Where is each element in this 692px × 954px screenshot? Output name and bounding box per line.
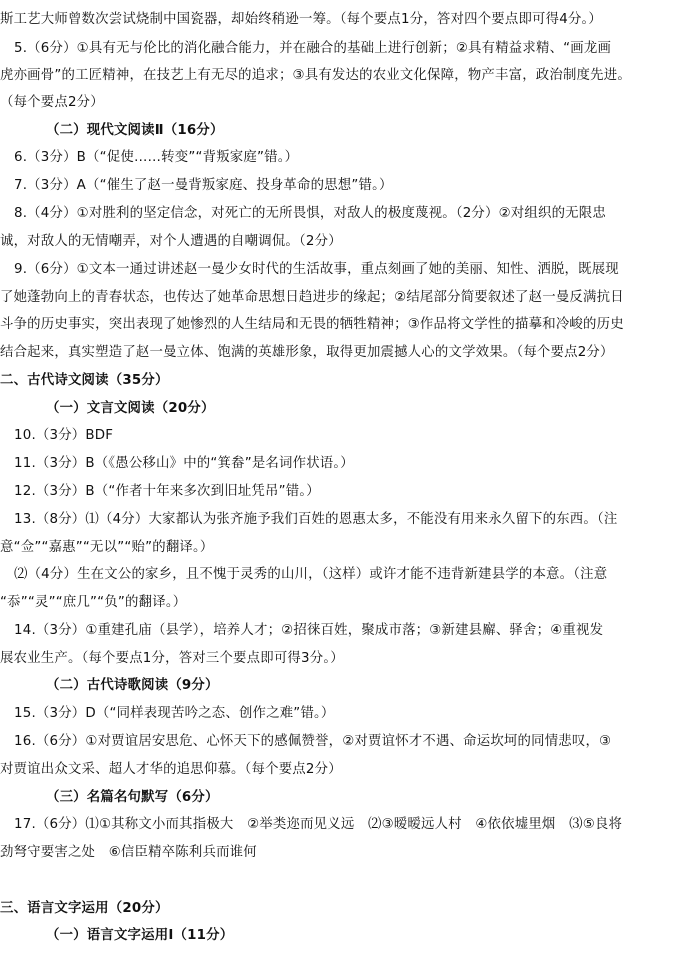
text-line: 14.（3分）①重建孔庙（县学），培养人才；②招徕百姓，聚成市落；③新建县廨、驿舍；④重视发 [14, 623, 604, 638]
section-heading: 三、语言文字运用（20分） [0, 901, 169, 916]
section-heading: （一）文言文阅读（20分） [46, 401, 215, 416]
section-heading: （二）现代文阅读Ⅱ（16分） [46, 123, 224, 138]
text-line: 9.（6分）①文本一通过讲述赵一曼少女时代的生活故事，重点刻画了她的美丽、知性、洒脱，既展现 [14, 262, 619, 277]
section-heading: （二）古代诗歌阅读（9分） [46, 678, 219, 693]
text-line: 结合起来，真实塑造了赵一曼立体、饱满的英雄形象，取得更加震撼人心的文学效果。（每个要点2分） [0, 345, 614, 360]
text-line: 17.（6分）⑴①其称文小而其指极大 ②举类迩而见义远 ⑵③暧暧远人村 ④依依墟里烟 ⑶⑤良将 [14, 817, 623, 832]
text-line: 10.（3分）BDF [14, 428, 114, 443]
text-line: 斯工艺大师曾数次尝试烧制中国瓷器，却始终稍逊一筹。（每个要点1分，答对四个要点即可得4分。） [0, 12, 603, 27]
text-line: 意“佥”“嘉惠”“无以”“贻”的翻译。） [0, 540, 214, 555]
text-line: 7.（3分）A（“催生了赵一曼背叛家庭、投身革命的思想”错。） [14, 178, 393, 193]
text-line: 13.（8分）⑴（4分）大家都认为张齐施予我们百姓的恩惠太多，不能没有用来永久留下的东西。（注 [14, 512, 618, 527]
section-heading: 二、古代诗文阅读（35分） [0, 373, 169, 388]
text-line: 5.（6分）①具有无与伦比的消化融合能力，并在融合的基础上进行创新；②具有精益求精、“画龙画 [14, 41, 612, 56]
text-line: “忝”“灵”“庶几”“负”的翻译。） [0, 595, 187, 610]
text-line: 12.（3分）B（“作者十年来多次到旧址凭吊”错。） [14, 484, 320, 499]
text-line: 虎亦画骨”的工匠精神，在技艺上有无尽的追求；③具有发达的农业文化保障，物产丰富，政治制度先进。 [0, 68, 631, 83]
text-line: （每个要点2分） [0, 95, 104, 110]
text-line: 了她蓬勃向上的青春状态，也传达了她革命思想日趋进步的缘起；②结尾部分简要叙述了赵一曼反满抗日 [0, 290, 624, 305]
text-line: 斗争的历史事实，突出表现了她惨烈的人生结局和无畏的牺牲精神；③作品将文学性的描摹和冷峻的历史 [0, 317, 624, 332]
text-line: 劲弩守要害之处 ⑥信臣精卒陈利兵而谁何 [0, 845, 257, 860]
text-line: 15.（3分）D（“同样表现苦吟之态、创作之难”错。） [14, 706, 335, 721]
section-heading: （一）语言文字运用Ⅰ（11分） [46, 928, 234, 943]
text-line: ⑵（4分）生在文公的家乡，且不愧于灵秀的山川，（这样）或许才能不违背新建县学的本意。（注意 [14, 567, 608, 582]
text-line: 11.（3分）B（《愚公移山》中的“箕畚”是名词作状语。） [14, 456, 354, 471]
text-line: 诚，对敌人的无情嘲弄，对个人遭遇的自嘲调侃。（2分） [0, 234, 342, 249]
text-line: 16.（6分）①对贾谊居安思危、心怀天下的感佩赞誉，②对贾谊怀才不遇、命运坎坷的同情悲叹，③ [14, 734, 612, 749]
text-line: 8.（4分）①对胜利的坚定信念，对死亡的无所畏惧，对敌人的极度蔑视。（2分）②对组织的无限忠 [14, 206, 606, 221]
section-heading: （三）名篇名句默写（6分） [46, 790, 219, 805]
text-line: 6.（3分）B（“促使……转变”“背叛家庭”错。） [14, 150, 299, 165]
text-line: 对贾谊出众文采、超人才华的追思仰慕。（每个要点2分） [0, 762, 342, 777]
text-line: 展农业生产。（每个要点1分，答对三个要点即可得3分。） [0, 651, 344, 666]
